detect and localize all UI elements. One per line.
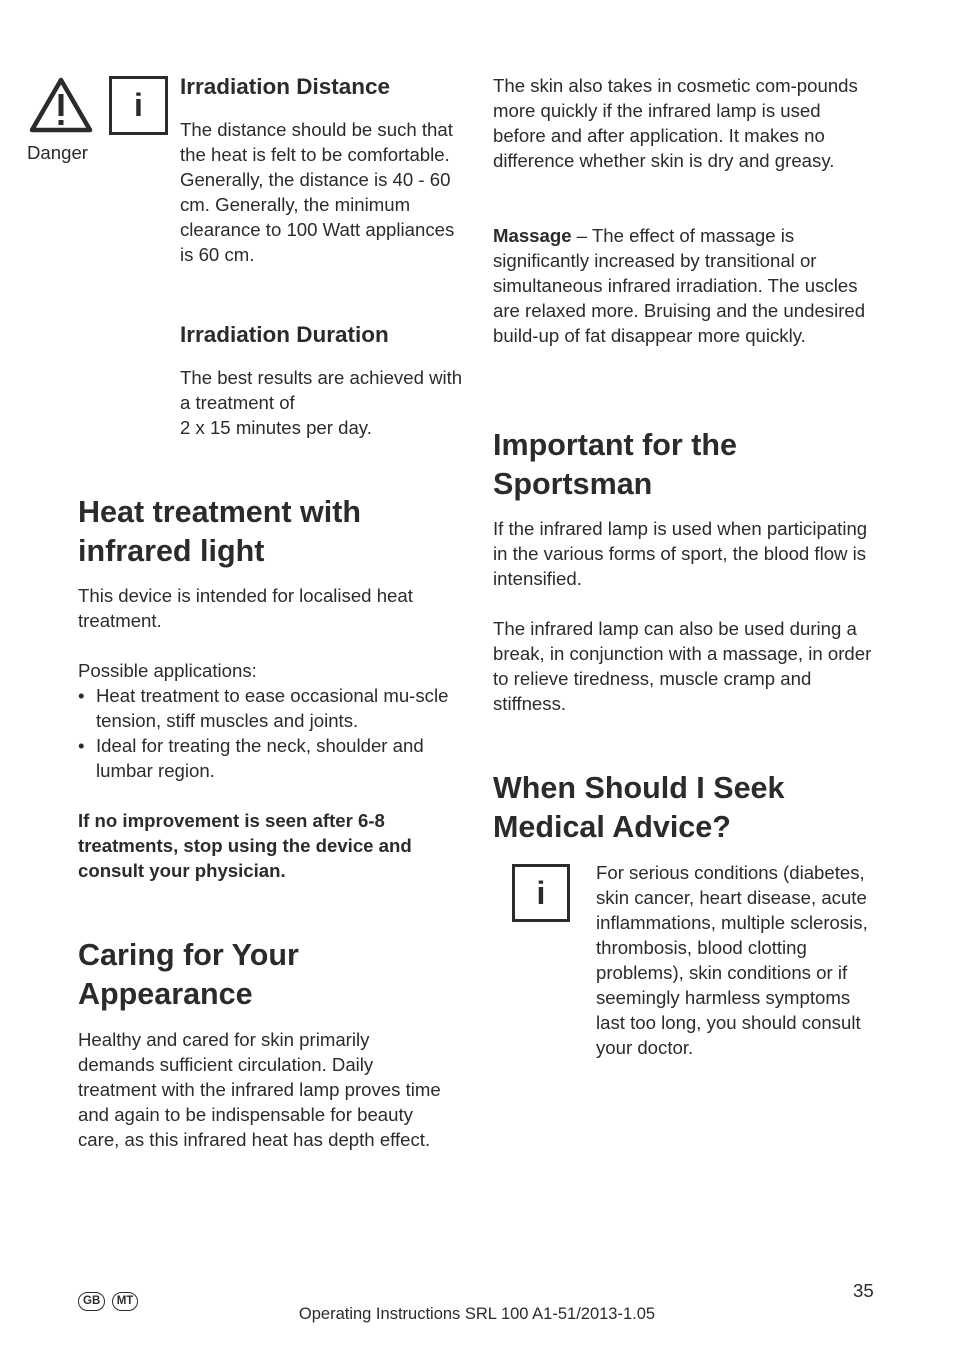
heat-treatment-intro: This device is intended for localised heat treatment. — [78, 585, 413, 631]
irradiation-distance-text: The distance should be such that the heat is felt to be comfortable. Generally, the distance is 40 - 60 cm. Generally, the minimum clearance to 100 Watt appliances is 60 cm. — [180, 119, 455, 265]
caring-text: Healthy and cared for skin primarily demands sufficient circulation. Daily treatment with the infrared lamp proves time and again to be indispensable for beauty care, as this infrared heat has depth effect. — [78, 1029, 441, 1150]
list-item: • Heat treatment to ease occasional mu-scle tension, stiff muscles and joints. — [78, 683, 460, 733]
massage-label: Massage — [493, 225, 572, 246]
sportsman-heading: Important for the Sportsman — [493, 428, 737, 501]
irradiation-duration-line2: 2 x 15 minutes per day. — [180, 417, 372, 438]
sportsman-text-1: If the infrared lamp is used when participating in the various forms of sport, the blood flow is intensified. — [493, 518, 868, 589]
irradiation-distance-heading: Irradiation Distance — [180, 74, 391, 99]
no-improvement-warning: If no improvement is seen after 6-8 treatments, stop using the device and consult your physician. — [78, 810, 412, 881]
info-box-icon: i — [109, 76, 168, 135]
medical-info-icon: i — [512, 864, 570, 922]
irradiation-duration-heading: Irradiation Duration — [180, 322, 389, 347]
danger-label: Danger — [27, 142, 88, 163]
doc-reference: Operating Instructions SRL 100 A1-51/2013-1.05 — [298, 1305, 656, 1323]
caring-heading: Caring for Your Appearance — [78, 938, 299, 1011]
irradiation-duration-line1: The best results are achieved with a treatment of — [180, 367, 463, 413]
massage-paragraph — [493, 223, 877, 348]
medical-advice-text: For serious conditions (diabetes, skin cancer, heart disease, acute inflammations, multiple sclerosis, thrombosis, blood clotting problems), skin conditions or if seemingly harmless symptoms last too long, you should consult your doctor. — [596, 862, 868, 1058]
applications-list — [78, 683, 460, 783]
list-item: • Ideal for treating the neck, shoulder and lumbar region. — [78, 733, 460, 783]
country-badge-mt: MT — [112, 1292, 139, 1311]
warning-triangle-icon — [28, 76, 94, 134]
cosmetic-text: The skin also takes in cosmetic com-pounds more quickly if the infrared lamp is used before and after application. It makes no difference whether skin is dry and greasy. — [493, 75, 858, 171]
sportsman-text-2: The infrared lamp can also be used during a break, in conjunction with a massage, in order to relieve tiredness, muscle cramp and stiffness. — [493, 618, 872, 714]
massage-text: – The effect of massage is significantly increased by transitional or simultaneous infrared irradiation. The uscles are relaxed more. Bruising and the undesired build-up of fat disappear more quickly. — [493, 225, 866, 346]
applications-label: Possible applications: — [78, 660, 257, 681]
irradiation-duration-text — [180, 365, 466, 440]
heat-treatment-heading: Heat treatment with infrared light — [78, 495, 362, 568]
medical-advice-heading: When Should I Seek Medical Advice? — [493, 771, 785, 844]
page-number: 35 — [853, 1280, 874, 1301]
country-badge-gb: GB — [78, 1292, 105, 1311]
